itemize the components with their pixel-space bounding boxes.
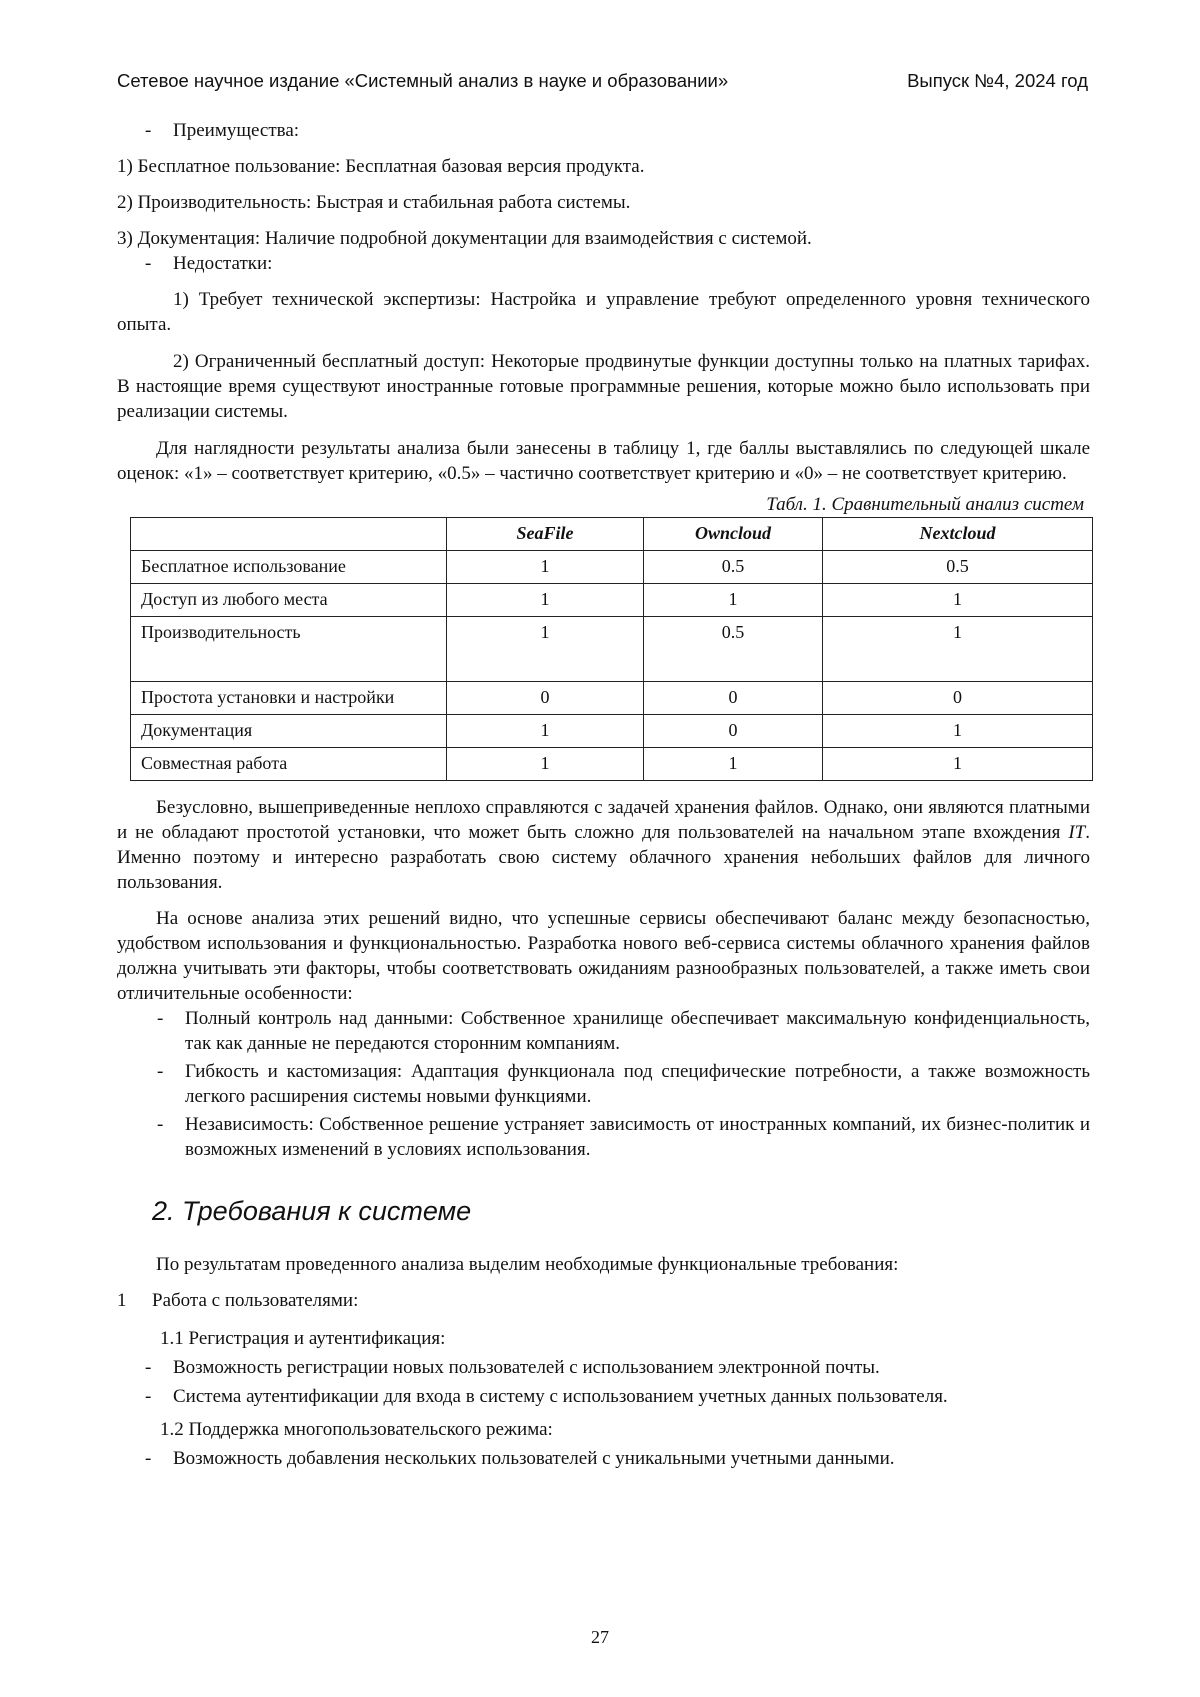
feature-item: - Гибкость и кастомизация: Адаптация функционала под специфические потребности, а также возможность легкого расширения системы новыми функциями.: [157, 1061, 1090, 1107]
requirement-item: - Система аутентификации для входа в систему с использованием учетных данных пользователя.: [145, 1386, 948, 1407]
advantage-item: 3) Документация: Наличие подробной документации для взаимодействия с системой.: [117, 228, 812, 249]
disadvantages-heading: - Недостатки:: [145, 253, 273, 274]
section-heading: 2. Требования к системе: [152, 1196, 472, 1226]
score-cell: 1: [823, 748, 1093, 781]
score-cell: 1: [823, 715, 1093, 748]
table-caption: Табл. 1. Сравнительный анализ систем: [766, 494, 1084, 515]
table-row: [131, 551, 1093, 584]
score-cell: 0: [644, 682, 823, 715]
journal-title: Сетевое научное издание «Системный анализ в науке и образовании»: [117, 70, 729, 91]
feature-item: - Независимость: Собственное решение устраняет зависимость от иностранных компаний, их бизнес-политик и возможных изменений в условиях использования.: [157, 1114, 1090, 1160]
criterion-cell: Производительность: [131, 617, 447, 682]
criterion-cell: Простота установки и настройки: [131, 682, 447, 715]
score-cell: 0.5: [644, 617, 823, 682]
it-term: IT: [1068, 822, 1086, 843]
score-cell: 1: [823, 584, 1093, 617]
balance-paragraph: На основе анализа этих решений видно, что успешные сервисы обеспечивают баланс между безопасностью, удобством использования и функциональностью. Разработка нового веб-сервиса системы облачного хранения файлов должна учитывать эти факторы, чтобы соответствовать ожиданиям разнообразных пользователей, а также иметь свои отличительные особенности:: [117, 908, 1090, 1004]
table-header-cell: Nextcloud: [823, 518, 1093, 551]
table-row: [131, 682, 1093, 715]
score-cell: 1: [447, 551, 644, 584]
score-cell: 1: [447, 584, 644, 617]
requirement-item: - Возможность регистрации новых пользователей с использованием электронной почты.: [145, 1357, 880, 1378]
advantage-item: 2) Производительность: Быстрая и стабильная работа системы.: [117, 192, 631, 213]
score-cell: 0: [823, 682, 1093, 715]
score-cell: 1: [447, 617, 644, 682]
disadvantage-item: 2) Ограниченный бесплатный доступ: Некоторые продвинутые функции доступны только на платных тарифах. В настоящие время существуют иностранные готовые программные решения, которые можно было использовать при реализации системы.: [117, 351, 1090, 422]
issue-label: Выпуск №4, 2024 год: [907, 70, 1088, 91]
score-cell: 1: [644, 748, 823, 781]
table-row: [131, 617, 1093, 682]
scale-paragraph: Для наглядности результаты анализа были занесены в таблицу 1, где баллы выставлялись по следующей шкале оценок: «1» – соответствует критерию, «0.5» – частично соответствует критерию и «0» – не соответствует критерию.: [117, 438, 1090, 484]
page-number: 27: [591, 1627, 609, 1647]
table-row: [131, 584, 1093, 617]
score-cell: 0.5: [823, 551, 1093, 584]
criterion-cell: Документация: [131, 715, 447, 748]
subsection-label: 1.2 Поддержка многопользовательского режима:: [160, 1419, 553, 1440]
score-cell: 1: [823, 617, 1093, 682]
criterion-cell: Совместная работа: [131, 748, 447, 781]
requirements-intro: По результатам проведенного анализа выделим необходимые функциональные требования:: [156, 1254, 899, 1275]
criterion-cell: Доступ из любого места: [131, 584, 447, 617]
comparison-table: [130, 517, 1093, 781]
requirement-item: - Возможность добавления нескольких пользователей с уникальными учетными данными.: [145, 1448, 895, 1469]
score-cell: 0: [644, 715, 823, 748]
requirement-group: 1 Работа с пользователями:: [117, 1290, 359, 1311]
advantage-item: 1) Бесплатное пользование: Бесплатная базовая версия продукта.: [117, 156, 645, 177]
advantages-heading: - Преимущества:: [145, 120, 300, 141]
score-cell: 0.5: [644, 551, 823, 584]
table-header-cell: Owncloud: [644, 518, 823, 551]
table-row: [131, 748, 1093, 781]
conclusion-paragraph: Безусловно, вышеприведенные неплохо справляются с задачей хранения файлов. Однако, они являются платными и не обладают простотой установки, что может быть сложно для пользователей на начальном этапе вхождения IT. Именно поэтому и интересно разработать свою систему облачного хранения небольших файлов для личного пользования.: [117, 797, 1090, 893]
score-cell: 0: [447, 682, 644, 715]
score-cell: 1: [447, 748, 644, 781]
table-header-row: [131, 518, 1093, 551]
table-row: [131, 715, 1093, 748]
subsection-label: 1.1 Регистрация и аутентификация:: [160, 1328, 446, 1349]
running-header: [117, 70, 1088, 96]
disadvantage-item: 1) Требует технической экспертизы: Настройка и управление требуют определенного уровня технического опыта.: [117, 289, 1090, 335]
table-header-cell: SeaFile: [447, 518, 644, 551]
feature-item: - Полный контроль над данными: Собственное хранилище обеспечивает максимальную конфиденциальность, так как данные не передаются сторонним компаниям.: [157, 1008, 1090, 1054]
score-cell: 1: [644, 584, 823, 617]
table-header-cell: [131, 518, 447, 551]
score-cell: 1: [447, 715, 644, 748]
criterion-cell: Бесплатное использование: [131, 551, 447, 584]
page-body: [117, 118, 1090, 1471]
